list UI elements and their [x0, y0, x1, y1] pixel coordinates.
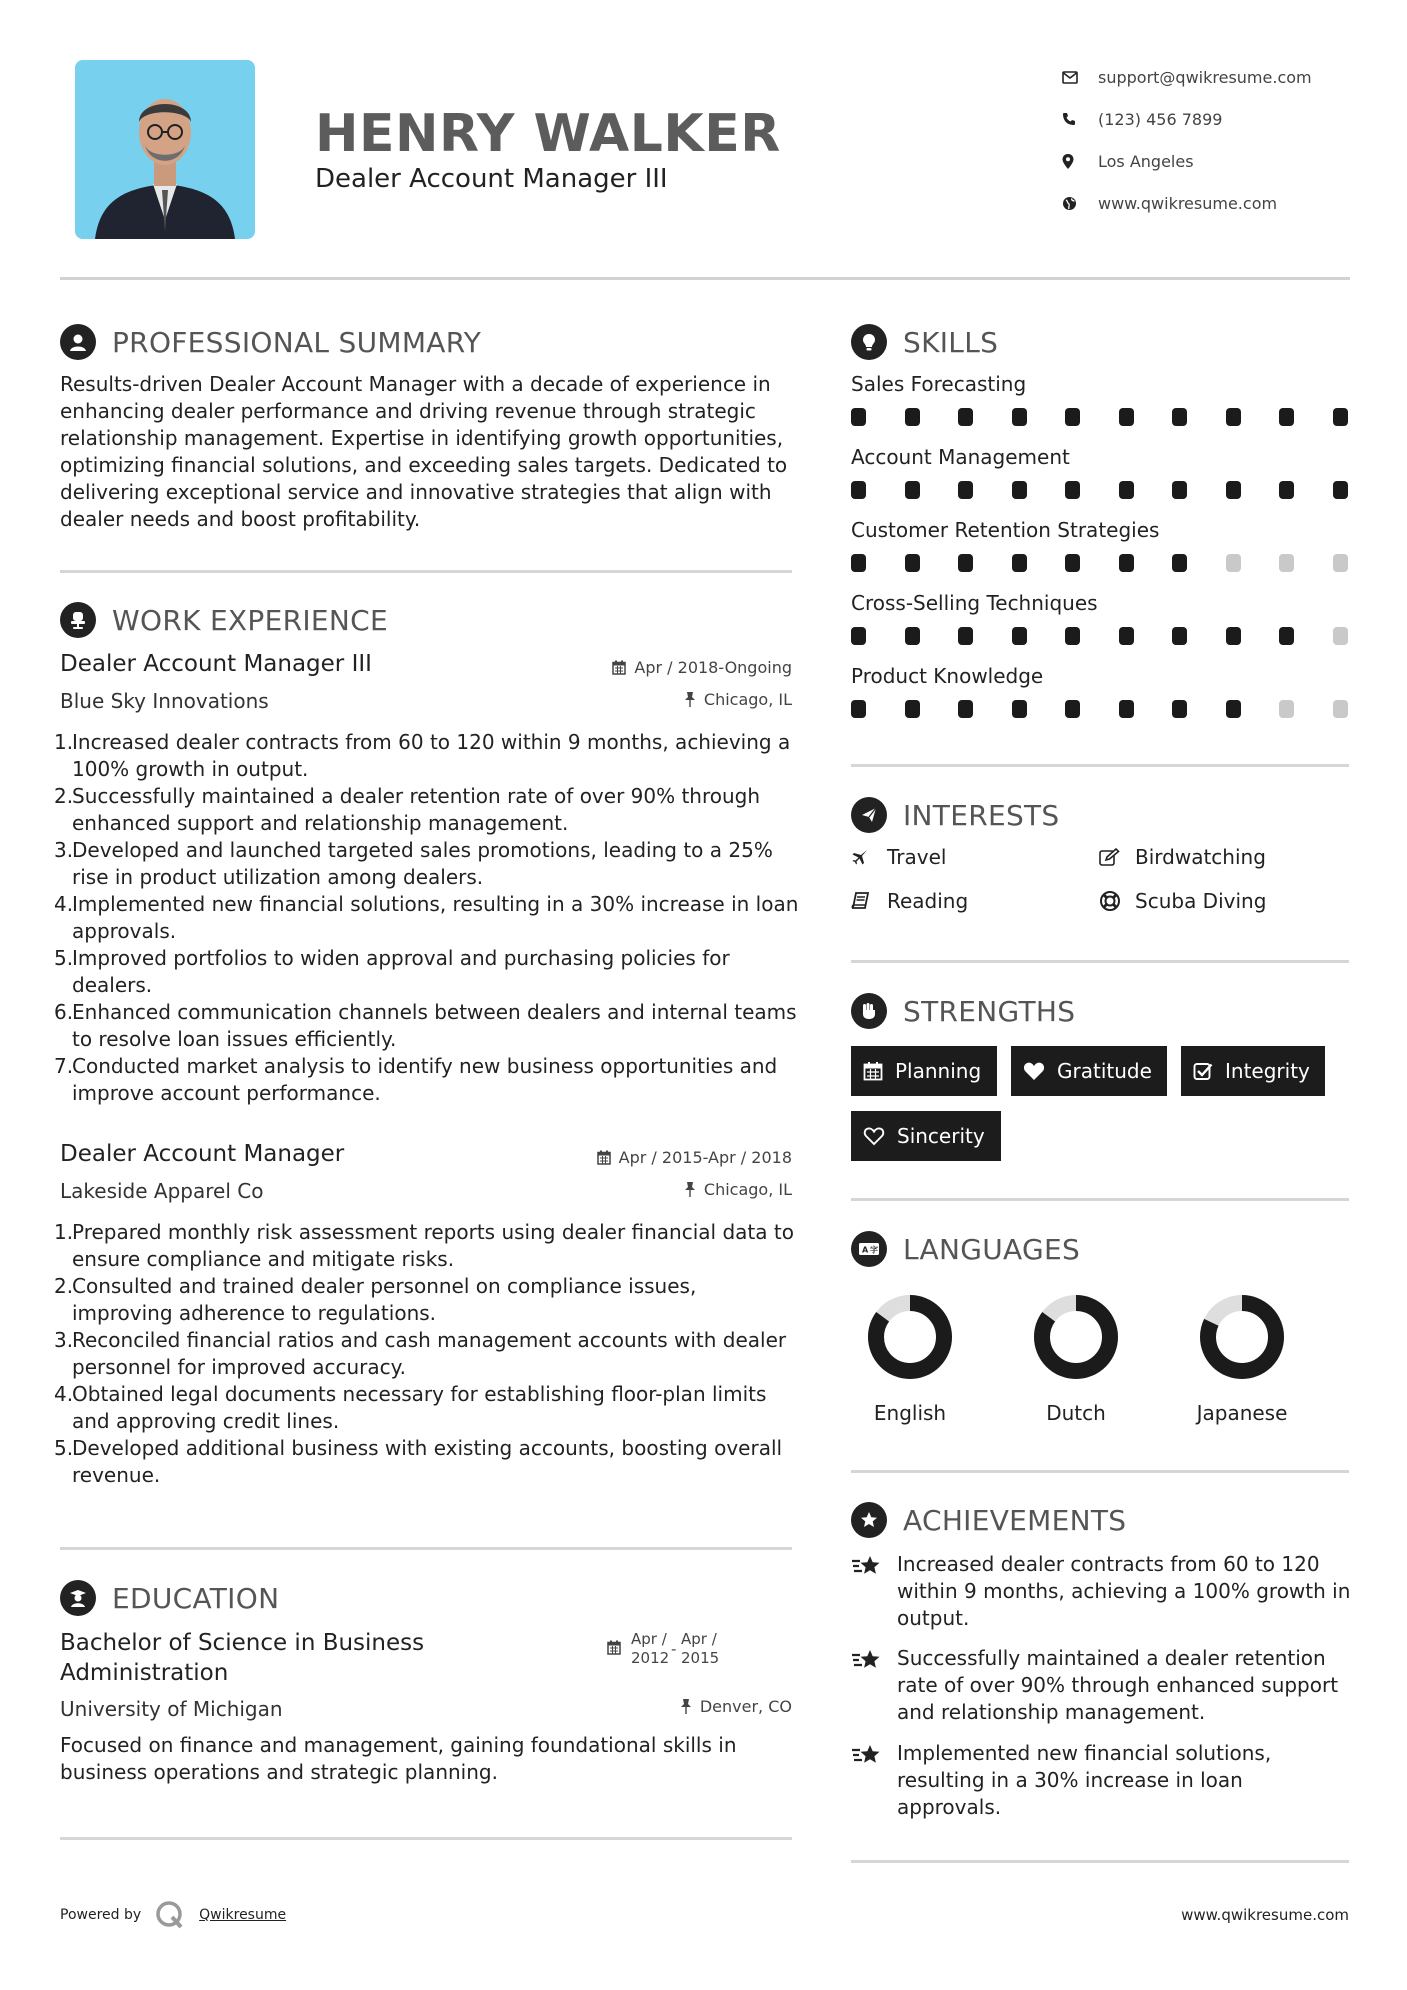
job-location: Chicago, IL — [684, 1180, 792, 1199]
skill-dot — [851, 408, 866, 426]
calendar-icon — [612, 660, 626, 675]
shooting-star-icon — [851, 1740, 897, 1821]
map-pin-icon — [1062, 154, 1098, 169]
lightbulb-icon — [851, 324, 887, 360]
summary-heading: PROFESSIONAL SUMMARY — [60, 324, 481, 360]
skill-rating — [851, 554, 1351, 572]
qwikresume-link[interactable]: Qwikresume — [199, 1907, 287, 1923]
list-item: 2. Consulted and trained dealer personnel on compliance issues, improving adherence to regulations. — [54, 1274, 697, 1325]
interest-travel: Travel — [851, 845, 946, 869]
job-dates: Apr / 2018-Ongoing — [612, 658, 792, 677]
skill-dot — [1065, 627, 1080, 645]
language-gauge — [1192, 1287, 1292, 1387]
skill-rating — [851, 627, 1351, 645]
language-name: Dutch — [1046, 1401, 1106, 1425]
contact-list — [1062, 56, 1362, 224]
header-divider — [60, 277, 1350, 280]
skill-dot — [1119, 627, 1134, 645]
skill-rating — [851, 408, 1351, 426]
language-gauge — [860, 1287, 960, 1387]
svg-text:字: 字 — [870, 1245, 878, 1255]
pushpin-icon — [684, 1182, 696, 1197]
skill-rating — [851, 700, 1351, 718]
education-heading: EDUCATION — [60, 1580, 279, 1616]
job-location: Chicago, IL — [684, 690, 792, 709]
skill-dot — [1172, 408, 1187, 426]
list-item: 5. Developed additional business with existing accounts, boosting overall revenue. — [54, 1436, 783, 1487]
achievement-item: Increased dealer contracts from 60 to 120 within 9 months, achieving a 100% growth in output. — [851, 1551, 1351, 1632]
job-title: Dealer Account Manager — [60, 1141, 345, 1167]
interest-scuba-diving: Scuba Diving — [1099, 889, 1266, 913]
skills-heading: SKILLS — [851, 324, 998, 360]
skill-rating — [851, 481, 1351, 499]
skill-dot — [1333, 627, 1348, 645]
calendar-icon — [863, 1061, 883, 1081]
skill-dot — [1226, 700, 1241, 718]
list-item: 3. Developed and launched targeted sales promotions, leading to a 25% rise in product utilization among dealers. — [54, 838, 773, 889]
footer-powered-by: Powered by Qwikresume — [60, 1900, 286, 1930]
skill-dot — [1333, 554, 1348, 572]
language-name: Japanese — [1196, 1401, 1288, 1425]
education-description: Focused on finance and management, gaining foundational skills in business operations and strategic planning. — [60, 1733, 737, 1784]
user-icon — [60, 324, 96, 360]
list-item: 7. Conducted market analysis to identify new business opportunities and improve account performance. — [54, 1054, 778, 1105]
skill-dot — [1065, 700, 1080, 718]
skill-dot — [1065, 554, 1080, 572]
interest-reading: Reading — [851, 889, 968, 913]
skill-dot — [1226, 627, 1241, 645]
skill-dot — [1226, 554, 1241, 572]
profile-photo — [75, 60, 255, 239]
pushpin-icon — [684, 692, 696, 707]
list-item: 2. Successfully maintained a dealer retention rate of over 90% through enhanced support and relationship management. — [54, 784, 761, 835]
globe-icon — [1062, 196, 1098, 211]
summary-text: Results-driven Dealer Account Manager with a decade of experience in enhancing dealer performance and driving revenue through strategic relationship management. Expertise in identifying growth opportunities, optimizing financial solutions, and exceeding sales targets. Dedicated to delivering exceptional service and innovative strategies that align with dealer needs and boost profitability. — [60, 372, 788, 531]
skill-dot — [958, 481, 973, 499]
contact-phone: (123) 456 7899 — [1062, 98, 1362, 140]
skill-dot — [1172, 627, 1187, 645]
skill-dot — [1172, 481, 1187, 499]
contact-website[interactable]: www.qwikresume.com — [1062, 182, 1362, 224]
skill-dot — [1279, 554, 1294, 572]
briefcase-chair-icon — [60, 602, 96, 638]
skill-dot — [905, 408, 920, 426]
job-title: Dealer Account Manager III — [60, 651, 372, 677]
divider — [851, 1860, 1349, 1863]
list-item: 1. Prepared monthly risk assessment reports using dealer financial data to ensure compliance and mitigate risks. — [54, 1220, 794, 1271]
skill-dot — [1012, 408, 1027, 426]
divider — [851, 960, 1349, 963]
divider — [60, 1837, 792, 1840]
education-dates: Apr / 2012 - Apr / 2015 — [607, 1630, 719, 1668]
school: University of Michigan — [60, 1697, 283, 1721]
job-dates: Apr / 2015-Apr / 2018 — [597, 1148, 792, 1167]
achievement-item: Implemented new financial solutions, resulting in a 30% increase in loan approvals. — [851, 1740, 1351, 1821]
calendar-icon — [597, 1150, 611, 1165]
list-item: 5. Improved portfolios to widen approval and purchasing policies for dealers. — [54, 946, 730, 997]
fist-icon — [851, 993, 887, 1029]
strength-tag: Sincerity — [851, 1111, 1001, 1161]
experience-heading: WORK EXPERIENCE — [60, 602, 388, 638]
divider — [851, 1198, 1349, 1201]
skill-dot — [958, 700, 973, 718]
contact-location: Los Angeles — [1062, 140, 1362, 182]
qwikresume-logo-icon — [155, 1900, 185, 1930]
divider — [60, 1547, 792, 1550]
skill-dot — [1012, 700, 1027, 718]
achievement-item: Successfully maintained a dealer retention rate of over 90% through enhanced support and relationship management. — [851, 1645, 1351, 1726]
skill-dot — [1279, 408, 1294, 426]
skill-dot — [905, 700, 920, 718]
degree: Bachelor of Science in Business Administration — [60, 1630, 425, 1686]
phone-icon — [1062, 112, 1098, 126]
list-item: 4. Obtained legal documents necessary for establishing floor-plan limits and approving credit lines. — [54, 1382, 767, 1433]
list-item: 6. Enhanced communication channels between dealers and internal teams to resolve loan issues efficiently. — [54, 1000, 797, 1051]
skill-dot — [1119, 408, 1134, 426]
skill-dot — [1119, 481, 1134, 499]
paper-plane-icon — [851, 797, 887, 833]
skill-dot — [1279, 700, 1294, 718]
achievements-heading: ACHIEVEMENTS — [851, 1502, 1126, 1538]
calendar-icon — [607, 1640, 621, 1660]
skill-dot — [851, 481, 866, 499]
skill-dot — [958, 408, 973, 426]
strength-tag: Gratitude — [1011, 1046, 1167, 1096]
list-item: 4. Implemented new financial solutions, resulting in a 30% increase in loan approvals. — [54, 892, 799, 943]
star-badge-icon — [851, 1502, 887, 1538]
interests-heading: INTERESTS — [851, 797, 1060, 833]
job-company: Blue Sky Innovations — [60, 689, 269, 713]
skill-dot — [1333, 700, 1348, 718]
candidate-name: HENRY WALKER — [315, 104, 781, 164]
skill-dot — [851, 700, 866, 718]
skill-dot — [905, 554, 920, 572]
skill-dot — [1172, 554, 1187, 572]
job-company: Lakeside Apparel Co — [60, 1179, 264, 1203]
pushpin-icon — [680, 1699, 692, 1714]
skill-dot — [1012, 481, 1027, 499]
checkbox-icon — [1193, 1061, 1213, 1081]
skill-name: Account Management — [851, 445, 1070, 469]
skill-dot — [958, 554, 973, 572]
life-ring-icon — [1099, 890, 1135, 912]
divider — [851, 764, 1349, 767]
skill-name: Product Knowledge — [851, 664, 1044, 688]
skill-dot — [1226, 481, 1241, 499]
skill-dot — [1226, 408, 1241, 426]
job-bullets — [54, 729, 800, 1107]
list-item: 3. Reconciled financial ratios and cash management accounts with dealer personnel for improved accuracy. — [54, 1328, 787, 1379]
footer-website[interactable]: www.qwikresume.com — [1181, 1906, 1349, 1924]
skill-dot — [1333, 481, 1348, 499]
skill-dot — [1333, 408, 1348, 426]
translate-icon — [851, 1231, 887, 1267]
skill-dot — [958, 627, 973, 645]
svg-text:A: A — [862, 1245, 869, 1255]
edit-icon — [1099, 848, 1135, 866]
strength-tag: Integrity — [1181, 1046, 1325, 1096]
skill-dot — [1172, 700, 1187, 718]
skill-name: Sales Forecasting — [851, 372, 1027, 396]
shooting-star-icon — [851, 1551, 897, 1632]
skill-dot — [1065, 481, 1080, 499]
graduate-icon — [60, 1580, 96, 1616]
skill-dot — [1279, 481, 1294, 499]
book-icon — [851, 892, 887, 910]
skill-name: Customer Retention Strategies — [851, 518, 1160, 542]
skill-dot — [905, 627, 920, 645]
list-item: 1. Increased dealer contracts from 60 to 120 within 9 months, achieving a 100% growth in output. — [54, 730, 791, 781]
skill-dot — [1119, 700, 1134, 718]
language-gauge — [1026, 1287, 1126, 1387]
heart-outline-icon — [863, 1126, 885, 1146]
heart-icon — [1023, 1061, 1045, 1081]
divider — [60, 570, 792, 573]
envelope-icon — [1062, 71, 1098, 84]
skill-name: Cross-Selling Techniques — [851, 591, 1098, 615]
job-bullets — [54, 1219, 800, 1489]
airplane-icon — [851, 848, 887, 866]
skill-dot — [1012, 627, 1027, 645]
languages-heading: A 字 LANGUAGES — [851, 1231, 1080, 1267]
shooting-star-icon — [851, 1645, 897, 1726]
skill-dot — [851, 554, 866, 572]
skill-dot — [1279, 627, 1294, 645]
candidate-title: Dealer Account Manager III — [315, 164, 668, 194]
interest-birdwatching: Birdwatching — [1099, 845, 1266, 869]
skill-dot — [851, 627, 866, 645]
language-name: English — [873, 1401, 947, 1425]
skill-dot — [1065, 408, 1080, 426]
contact-email[interactable]: support@qwikresume.com — [1062, 56, 1362, 98]
strengths-heading: STRENGTHS — [851, 993, 1075, 1029]
divider — [851, 1470, 1349, 1473]
skill-dot — [1012, 554, 1027, 572]
skill-dot — [905, 481, 920, 499]
skill-dot — [1119, 554, 1134, 572]
education-location: Denver, CO — [680, 1697, 792, 1716]
strength-tag: Planning — [851, 1046, 997, 1096]
